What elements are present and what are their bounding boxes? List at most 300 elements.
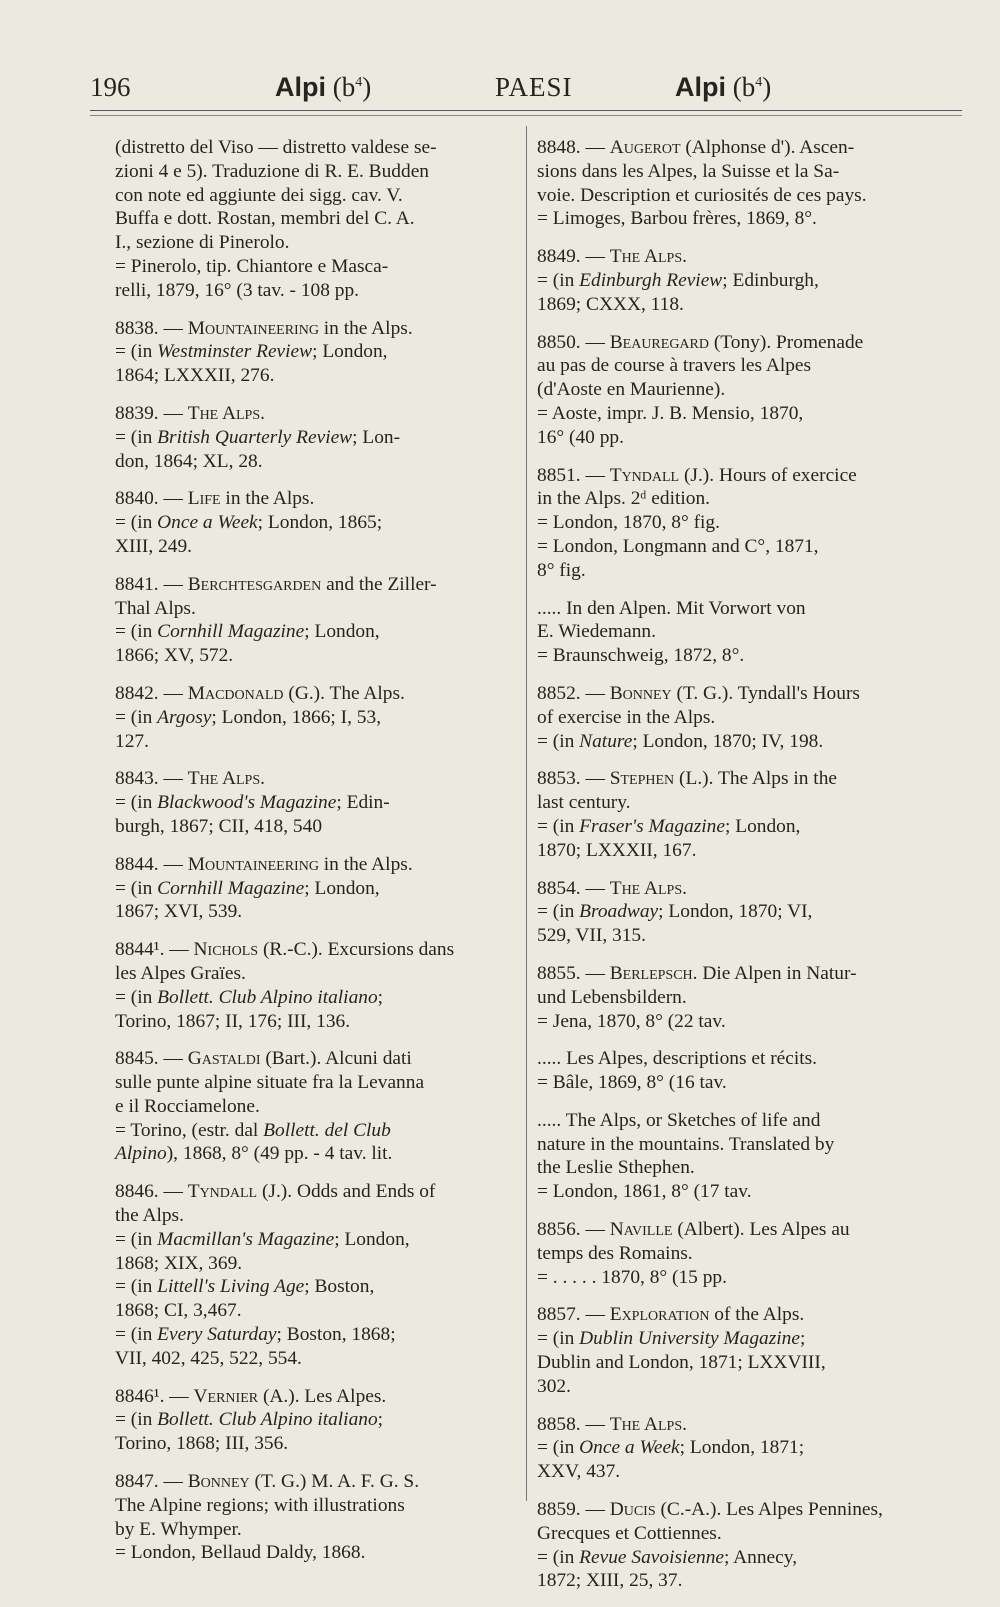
entry-text: ; London, 1870; IV, 198. xyxy=(632,730,824,752)
entry-text: und Lebensbildern. xyxy=(537,986,687,1008)
entry-text: ; London, xyxy=(334,1228,410,1250)
entry-text: (T. G.) M. A. F. G. S. xyxy=(249,1471,420,1493)
entry-text: . xyxy=(682,877,687,899)
entry-line xyxy=(115,1323,512,1347)
bibliography-entry xyxy=(115,1470,512,1565)
entry-line xyxy=(115,535,512,559)
entry-text: the Alps. xyxy=(115,1205,184,1227)
entry-line xyxy=(115,1275,512,1299)
entry-line xyxy=(115,1385,512,1409)
entry-text: = (in xyxy=(537,815,580,837)
header-rule-thin xyxy=(90,115,962,116)
entry-text: ; Boston, 1868; xyxy=(276,1324,396,1346)
publication-title: Bollett. del Club xyxy=(263,1119,391,1141)
bibliography-entry xyxy=(115,682,512,753)
entry-text: 8854. — xyxy=(537,877,610,899)
entry-text: The Alpine regions; with illustrations xyxy=(115,1494,405,1516)
entry-text: . xyxy=(682,1413,687,1435)
entry-text: 8848. — xyxy=(537,137,610,158)
entry-line xyxy=(115,207,512,231)
entry-text: ; London, xyxy=(724,815,801,837)
entry-text: 8° fig. xyxy=(537,559,586,581)
entry-text: ; Lon- xyxy=(352,426,401,448)
publication-title: Fraser's Magazine xyxy=(579,815,725,837)
bibliography-entry xyxy=(537,1413,947,1484)
entry-text: (C.-A.). Les Alpes Pennines, xyxy=(655,1499,883,1521)
entry-line xyxy=(537,644,947,668)
entry-line xyxy=(115,1518,512,1542)
entry-text: = London, Longmann and C°, 1871, xyxy=(537,535,819,557)
entry-text: (d'Aoste en Maurienne). xyxy=(537,379,726,401)
entry-text: ; xyxy=(377,1409,384,1431)
bibliography-entry xyxy=(537,464,947,583)
left-code: (b xyxy=(332,72,356,102)
entry-author: Augerot xyxy=(609,137,681,158)
bibliography-entry xyxy=(115,1047,512,1166)
entry-author: Stephen xyxy=(609,768,675,790)
entry-line xyxy=(537,1071,947,1095)
entry-line xyxy=(115,426,512,450)
entry-text: = (in xyxy=(115,341,158,363)
entry-text: = (in xyxy=(115,1324,158,1346)
entry-text: = (in xyxy=(115,426,158,448)
entry-line xyxy=(537,1413,947,1437)
entry-line xyxy=(537,682,947,706)
entry-line xyxy=(537,269,947,293)
publication-title: Bollett. Club Alpino italiano xyxy=(157,1409,378,1431)
entry-line xyxy=(537,620,947,644)
entry-author: Vernier xyxy=(193,1385,259,1407)
entry-text: and the Ziller- xyxy=(321,573,437,595)
entry-text: 1866; XV, 572. xyxy=(115,645,234,667)
entry-text: = Braunschweig, 1872, 8°. xyxy=(537,645,745,667)
publication-title: British Quarterly Review xyxy=(157,426,353,448)
entry-author: The Alps xyxy=(609,1413,683,1435)
entry-author: The Alps xyxy=(187,768,261,790)
entry-text: = (in xyxy=(115,706,158,728)
entry-line xyxy=(537,245,947,269)
entry-author: Naville xyxy=(609,1219,673,1241)
entry-line xyxy=(537,986,947,1010)
entry-text: 8840. — xyxy=(115,488,188,510)
right-code-close: ) xyxy=(762,72,772,102)
entry-line xyxy=(115,573,512,597)
bibliography-entry xyxy=(537,245,947,316)
entry-text: les Alpes Graïes. xyxy=(115,962,246,984)
entry-line xyxy=(115,767,512,791)
left-code-close: ) xyxy=(362,72,372,102)
entry-text: 8847. — xyxy=(115,1471,188,1493)
entry-line xyxy=(537,1436,947,1460)
entry-author: Ducis xyxy=(609,1499,656,1521)
entry-line xyxy=(115,962,512,986)
entry-text: = Pinerolo, tip. Chiantore e Masca- xyxy=(115,255,389,277)
entry-author: Tyndall xyxy=(609,464,680,486)
entry-text: 8856. — xyxy=(537,1219,610,1241)
entry-author: Nichols xyxy=(193,939,259,961)
bibliography-entry xyxy=(115,487,512,558)
entry-line xyxy=(115,279,512,303)
entry-line xyxy=(115,597,512,621)
entry-text: of exercise in the Alps. xyxy=(537,706,716,728)
entry-text: burgh, 1867; CII, 418, 540 xyxy=(115,815,323,837)
entry-line xyxy=(537,464,947,488)
entry-line xyxy=(115,1228,512,1252)
entry-text: = Limoges, Barbou frères, 1869, 8°. xyxy=(537,208,817,230)
entry-line xyxy=(537,1375,947,1399)
right-section-title xyxy=(675,72,771,103)
entry-author: Mountaineering xyxy=(187,317,319,339)
entry-line xyxy=(115,340,512,364)
entry-line xyxy=(537,1351,947,1375)
bibliography-entry xyxy=(115,938,512,1033)
entry-text: 8857. — xyxy=(537,1304,610,1326)
entry-line xyxy=(537,1303,947,1327)
entry-text: = (in xyxy=(115,1228,158,1250)
entry-text: 8844¹. — xyxy=(115,939,194,961)
publication-title: Dublin University Magazine xyxy=(579,1328,800,1350)
entry-line xyxy=(115,511,512,535)
entry-line xyxy=(537,378,947,402)
entry-line xyxy=(115,1047,512,1071)
entry-text: = (in xyxy=(537,1546,580,1568)
entry-line xyxy=(537,1047,947,1071)
entry-author: Berchtesgarden xyxy=(187,573,322,595)
entry-line xyxy=(537,354,947,378)
entry-text: = (in xyxy=(537,901,580,923)
bibliography-entry xyxy=(115,1385,512,1456)
bibliography-entry xyxy=(537,877,947,948)
entry-line xyxy=(115,644,512,668)
entry-line xyxy=(115,986,512,1010)
entry-author: Tyndall xyxy=(187,1181,258,1203)
entry-line xyxy=(115,1204,512,1228)
entry-text: 1867; XVI, 539. xyxy=(115,901,243,923)
entry-text: relli, 1879, 16° (3 tav. - 108 pp. xyxy=(115,279,359,301)
bibliography-entry xyxy=(115,573,512,668)
entry-line xyxy=(115,364,512,388)
entry-text: = (in xyxy=(115,792,158,814)
entry-text: ; Edin- xyxy=(336,792,390,814)
entry-line xyxy=(537,1180,947,1204)
entry-text: (G.). The Alps. xyxy=(283,682,405,704)
entry-line xyxy=(115,1252,512,1276)
entry-line xyxy=(115,1299,512,1323)
entry-text: = . . . . . 1870, 8° (15 pp. xyxy=(537,1266,727,1288)
entry-line xyxy=(115,402,512,426)
entry-text: = Aoste, impr. J. B. Mensio, 1870, xyxy=(537,402,804,424)
bibliography-entry xyxy=(537,136,947,231)
entry-text: in the Alps. xyxy=(318,853,413,875)
entry-line xyxy=(115,815,512,839)
entry-text: . Die Alpen in Natur- xyxy=(692,962,857,984)
entry-text: voie. Description et curiosités de ces pays. xyxy=(537,184,867,206)
entry-text: Torino, 1867; II, 176; III, 136. xyxy=(115,1010,351,1032)
entry-text: 1868; XIX, 369. xyxy=(115,1252,243,1274)
publication-title: Alpino xyxy=(115,1143,167,1165)
entry-text: zioni 4 e 5). Traduzione di R. E. Budden xyxy=(115,160,429,182)
right-code: (b xyxy=(732,72,756,102)
entry-author: Bonney xyxy=(187,1471,250,1493)
entry-line xyxy=(537,1327,947,1351)
publication-title: Westminster Review xyxy=(157,341,313,363)
entry-text: 302. xyxy=(537,1375,571,1397)
entry-line xyxy=(537,511,947,535)
publication-title: Cornhill Magazine xyxy=(157,877,305,899)
publication-title: Once a Week xyxy=(579,1437,680,1459)
entry-text: 8845. — xyxy=(115,1048,188,1070)
entry-text: (J.). Hours of exercice xyxy=(679,464,857,486)
entry-line xyxy=(115,255,512,279)
entry-line xyxy=(537,1218,947,1242)
entry-text: = (in xyxy=(115,1409,158,1431)
entry-text: 8851. — xyxy=(537,464,610,486)
entry-line xyxy=(537,293,947,317)
entry-line xyxy=(537,1498,947,1522)
left-code-sup: 4 xyxy=(355,75,363,90)
entry-line xyxy=(115,1494,512,1518)
entry-line xyxy=(115,853,512,877)
entry-text: ..... In den Alpen. Mit Vorwort von xyxy=(537,597,806,619)
entry-text: (Alphonse d'). Ascen- xyxy=(680,137,855,158)
bibliography-entry xyxy=(537,682,947,753)
entry-line xyxy=(115,1010,512,1034)
entry-text: 8849. — xyxy=(537,246,610,268)
entry-line xyxy=(537,791,947,815)
entry-text: = Bâle, 1869, 8° (16 tav. xyxy=(537,1072,727,1094)
entry-text: Dublin and London, 1871; LXXVIII, xyxy=(537,1352,826,1374)
entry-text: XIII, 249. xyxy=(115,535,193,557)
entry-text: ; London, xyxy=(304,877,380,899)
entry-line xyxy=(115,1180,512,1204)
entry-text: (R.-C.). Excursions dans xyxy=(258,939,455,961)
entry-text: 8844. — xyxy=(115,853,188,875)
entry-text: = Jena, 1870, 8° (22 tav. xyxy=(537,1010,726,1032)
entry-line xyxy=(537,962,947,986)
entry-text: temps des Romains. xyxy=(537,1242,693,1264)
bibliography-entry xyxy=(537,331,947,450)
entry-text: 8855. — xyxy=(537,962,610,984)
entry-text: XXV, 437. xyxy=(537,1461,621,1483)
entry-line xyxy=(115,1095,512,1119)
entry-line xyxy=(115,317,512,341)
entry-text: 8852. — xyxy=(537,682,610,704)
publication-title: Once a Week xyxy=(157,512,258,534)
entry-text: ..... The Alps, or Sketches of life and xyxy=(537,1109,821,1131)
entry-text: sulle punte alpine situate fra la Levanna xyxy=(115,1072,425,1094)
entry-text: (Albert). Les Alpes au xyxy=(672,1219,850,1241)
entry-text: 8846. — xyxy=(115,1181,188,1203)
bibliography-entry xyxy=(537,1218,947,1289)
entry-author: Gastaldi xyxy=(187,1048,261,1070)
bibliography-entry xyxy=(115,136,512,303)
entry-author: Berlepsch xyxy=(609,962,693,984)
entry-text: 529, VII, 315. xyxy=(537,925,646,947)
running-header xyxy=(90,72,960,112)
entry-text: 8838. — xyxy=(115,317,188,339)
entry-author: The Alps xyxy=(609,877,683,899)
entry-author: The Alps xyxy=(187,402,261,424)
entry-text: in the Alps. xyxy=(318,317,413,339)
entry-text: Grecques et Cottiennes. xyxy=(537,1522,722,1544)
entry-text: (T. G.). Tyndall's Hours xyxy=(671,682,860,704)
entry-line xyxy=(537,1266,947,1290)
column-divider xyxy=(526,126,527,1501)
entry-text: in the Alps. 2ᵈ edition. xyxy=(537,488,711,510)
entry-text: 127. xyxy=(115,730,149,752)
right-title-word: Alpi xyxy=(675,72,726,102)
entry-text: VII, 402, 425, 522, 554. xyxy=(115,1347,302,1369)
left-section-title xyxy=(275,72,371,103)
bibliography-entry xyxy=(537,1109,947,1204)
entry-author: Macdonald xyxy=(187,682,284,704)
publication-title: Broadway xyxy=(579,901,659,923)
bibliography-entry xyxy=(115,1180,512,1370)
entry-text: = (in xyxy=(537,1437,580,1459)
entry-line xyxy=(537,184,947,208)
bibliography-entry xyxy=(115,317,512,388)
center-section-title: PAESI xyxy=(495,72,573,102)
bibliography-entry xyxy=(537,767,947,862)
entry-text: ; Boston, xyxy=(304,1276,375,1298)
entry-text: = (in xyxy=(537,269,580,291)
bibliography-entry xyxy=(115,402,512,473)
entry-line xyxy=(537,535,947,559)
entry-line xyxy=(537,426,947,450)
entry-text: (distretto del Viso — distretto valdese se- xyxy=(115,137,437,158)
entry-text: = London, Bellaud Daldy, 1868. xyxy=(115,1542,366,1564)
right-code-sup: 4 xyxy=(755,75,763,90)
entry-line xyxy=(537,839,947,863)
publication-title: Bollett. Club Alpino italiano xyxy=(157,986,378,1008)
entry-text: of the Alps. xyxy=(709,1304,805,1326)
entry-line xyxy=(537,160,947,184)
entry-line xyxy=(115,1142,512,1166)
publication-title: Cornhill Magazine xyxy=(157,621,305,643)
entry-line xyxy=(115,184,512,208)
entry-line xyxy=(537,1133,947,1157)
entry-text: = (in xyxy=(115,1276,158,1298)
right-column xyxy=(537,136,947,1607)
entry-text: Thal Alps. xyxy=(115,597,196,619)
entry-line xyxy=(115,1408,512,1432)
entry-line xyxy=(537,924,947,948)
entry-text: . xyxy=(682,246,687,268)
entry-author: Mountaineering xyxy=(187,853,319,875)
entry-text: 8858. — xyxy=(537,1413,610,1435)
publication-title: Littell's Living Age xyxy=(157,1276,305,1298)
entry-text: E. Wiedemann. xyxy=(537,621,656,643)
entry-text: don, 1864; XL, 28. xyxy=(115,450,263,472)
entry-text: Buffa e dott. Rostan, membri del C. A. xyxy=(115,208,415,230)
entry-line xyxy=(115,620,512,644)
entry-line xyxy=(115,1432,512,1456)
entry-text: . xyxy=(260,768,265,790)
entry-text: = (in xyxy=(115,877,158,899)
entry-text: ; London, xyxy=(304,621,380,643)
entry-text: 8842. — xyxy=(115,682,188,704)
entry-text: ; London, 1865; xyxy=(257,512,383,534)
entry-line xyxy=(537,487,947,511)
entry-line xyxy=(115,1119,512,1143)
bibliography-entry xyxy=(115,853,512,924)
entry-text: 8839. — xyxy=(115,402,188,424)
entry-text: 8846¹. — xyxy=(115,1385,194,1407)
entry-text: 8859. — xyxy=(537,1499,610,1521)
entry-text: ; London, 1866; I, 53, xyxy=(211,706,382,728)
entry-author: Life xyxy=(187,488,221,510)
entry-text: 1872; XIII, 25, 37. xyxy=(537,1570,683,1592)
entry-text: ), 1868, 8° (49 pp. - 4 tav. lit. xyxy=(166,1143,393,1165)
entry-text: (A.). Les Alpes. xyxy=(258,1385,387,1407)
header-rule xyxy=(90,110,962,111)
entry-text: 8853. — xyxy=(537,768,610,790)
entry-text: = London, 1861, 8° (17 tav. xyxy=(537,1181,752,1203)
entry-text: ..... Les Alpes, descriptions et récits. xyxy=(537,1048,818,1070)
entry-text: ; London, 1870; VI, xyxy=(658,901,813,923)
publication-title: Every Saturday xyxy=(157,1324,277,1346)
bibliography-entry xyxy=(537,962,947,1033)
entry-text: con note ed aggiunte dei sigg. cav. V. xyxy=(115,184,403,206)
entry-line xyxy=(115,1347,512,1371)
entry-line xyxy=(115,900,512,924)
entry-line xyxy=(537,1569,947,1593)
entry-line xyxy=(115,1071,512,1095)
entry-text: 1864; LXXXII, 276. xyxy=(115,365,275,387)
entry-text: ; xyxy=(377,986,384,1008)
entry-line xyxy=(537,730,947,754)
entry-text: ; London, xyxy=(312,341,388,363)
entry-text: . xyxy=(260,402,265,424)
entry-text: Torino, 1868; III, 356. xyxy=(115,1433,289,1455)
entry-line xyxy=(537,767,947,791)
entry-author: Exploration xyxy=(609,1304,710,1326)
entry-line xyxy=(537,815,947,839)
entry-text: = Torino, (estr. dal xyxy=(115,1119,264,1141)
entry-line xyxy=(537,1546,947,1570)
entry-text: (Bart.). Alcuni dati xyxy=(260,1048,412,1070)
entry-text: ; London, 1871; xyxy=(679,1437,805,1459)
entry-text: 8850. — xyxy=(537,331,610,353)
entry-text: = (in xyxy=(115,512,158,534)
entry-text: e il Rocciamelone. xyxy=(115,1095,260,1117)
entry-text: 1870; LXXXII, 167. xyxy=(537,839,697,861)
publication-title: Macmillan's Magazine xyxy=(157,1228,335,1250)
entry-text: (J.). Odds and Ends of xyxy=(257,1181,436,1203)
entry-author: The Alps xyxy=(609,246,683,268)
entry-line xyxy=(115,136,512,160)
entry-text: 1869; CXXX, 118. xyxy=(537,293,684,315)
entry-line xyxy=(537,1156,947,1180)
entry-text: = (in xyxy=(537,730,580,752)
publication-title: Revue Savoisienne xyxy=(579,1546,724,1568)
bibliography-entry xyxy=(537,1047,947,1095)
bibliography-entry xyxy=(537,597,947,668)
entry-text: I., sezione di Pinerolo. xyxy=(115,232,290,254)
left-column xyxy=(115,136,512,1579)
entry-text: the Leslie Sthephen. xyxy=(537,1157,695,1179)
publication-title: Argosy xyxy=(157,706,212,728)
entry-line xyxy=(537,1010,947,1034)
entry-line xyxy=(115,160,512,184)
entry-text: nature in the mountains. Translated by xyxy=(537,1133,835,1155)
entry-line xyxy=(537,877,947,901)
entry-line xyxy=(537,900,947,924)
entry-author: Beauregard xyxy=(609,331,709,353)
entry-line xyxy=(537,402,947,426)
entry-text: (L.). The Alps in the xyxy=(674,768,837,790)
entry-text: = (in xyxy=(537,1328,580,1350)
